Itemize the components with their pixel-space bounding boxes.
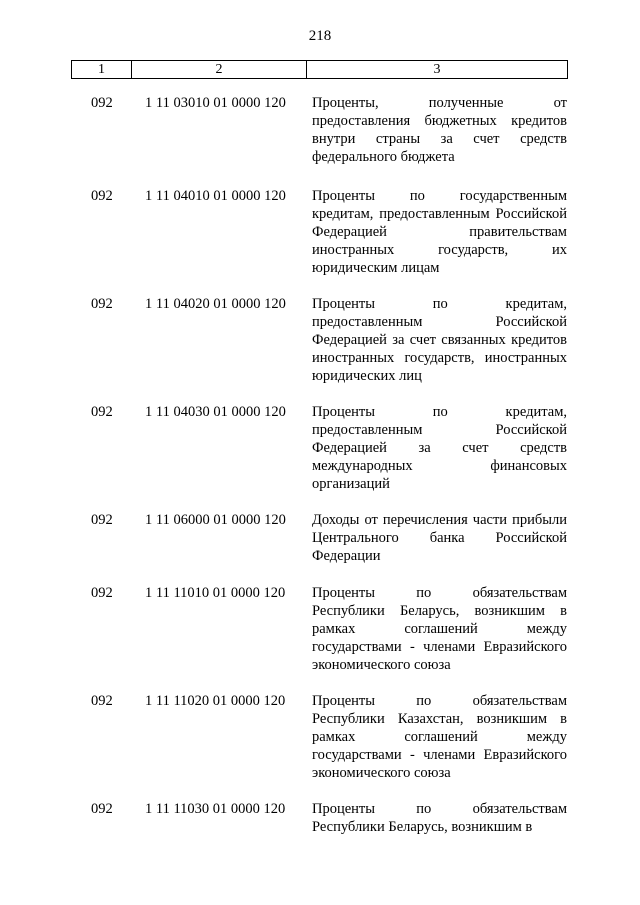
admin-code: 092 — [91, 585, 113, 601]
header-col-2: 2 — [132, 61, 307, 78]
table-header — [71, 60, 568, 79]
admin-code: 092 — [91, 404, 113, 420]
budget-code: 1 11 04010 01 0000 120 — [145, 188, 286, 204]
budget-code: 1 11 11020 01 0000 120 — [145, 693, 286, 709]
admin-code: 092 — [91, 693, 113, 709]
revenue-description: Проценты по кредитам, предоставленным Российской Федерацией за счет средств международных финансовых организаций — [312, 404, 567, 492]
budget-code: 1 11 11030 01 0000 120 — [145, 801, 286, 817]
budget-code: 1 11 11010 01 0000 120 — [145, 585, 286, 601]
admin-code: 092 — [91, 512, 113, 528]
revenue-description: Проценты по обязательствам Республики Казахстан, возникшим в рамках соглашений между государствами - членами Евразийского экономического союза — [312, 693, 567, 781]
admin-code: 092 — [91, 95, 113, 111]
header-col-3: 3 — [433, 62, 441, 77]
admin-code: 092 — [91, 188, 113, 204]
revenue-description: Проценты по обязательствам Республики Беларусь, возникшим в рамках соглашений между государствами - членами Евразийского экономического союза — [312, 585, 567, 673]
header-col-1: 1 — [72, 61, 132, 78]
revenue-description: Проценты по государственным кредитам, предоставленным Российской Федерацией правительствам иностранных государств, их юридическим лицам — [312, 188, 567, 276]
budget-code: 1 11 04030 01 0000 120 — [145, 404, 286, 420]
revenue-description: Проценты, полученные от предоставления бюджетных кредитов внутри страны за счет средств федерального бюджета — [312, 95, 567, 165]
budget-code: 1 11 04020 01 0000 120 — [145, 296, 286, 312]
budget-code: 1 11 06000 01 0000 120 — [145, 512, 286, 528]
revenue-description: Доходы от перечисления части прибыли Центрального банка Российской Федерации — [312, 512, 567, 564]
page-number: 218 — [308, 28, 332, 44]
budget-code: 1 11 03010 01 0000 120 — [145, 95, 286, 111]
revenue-description: Проценты по кредитам, предоставленным Российской Федерацией за счет связанных кредитов иностранных государств, иностранных юридических лиц — [312, 296, 567, 384]
admin-code: 092 — [91, 801, 113, 817]
admin-code: 092 — [91, 296, 113, 312]
revenue-description: Проценты по обязательствам Республики Беларусь, возникшим в — [312, 801, 567, 835]
